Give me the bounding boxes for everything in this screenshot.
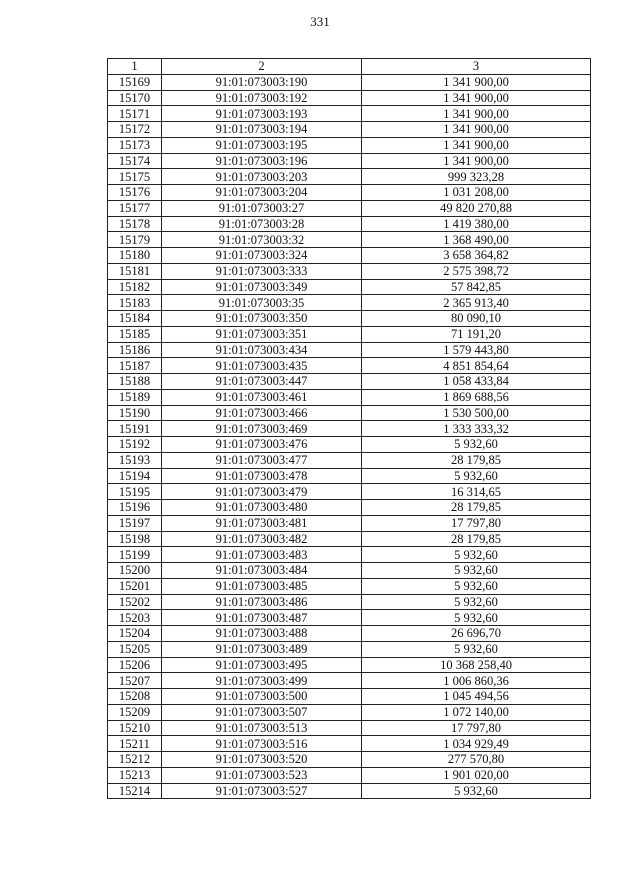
table-row xyxy=(108,358,591,374)
value-cell: 80 090,10 xyxy=(362,311,591,327)
value-cell: 28 179,85 xyxy=(362,531,591,547)
row-number-cell: 15200 xyxy=(108,563,162,579)
cadastral-number-cell: 91:01:073003:435 xyxy=(162,358,362,374)
cadastral-number-cell: 91:01:073003:500 xyxy=(162,689,362,705)
column-header-cadastral-number: 2 xyxy=(162,59,362,75)
table-row xyxy=(108,531,591,547)
row-number-cell: 15210 xyxy=(108,720,162,736)
cadastral-number-cell: 91:01:073003:495 xyxy=(162,657,362,673)
value-cell: 5 932,60 xyxy=(362,594,591,610)
cadastral-number-cell: 91:01:073003:484 xyxy=(162,563,362,579)
cadastral-number-cell: 91:01:073003:488 xyxy=(162,626,362,642)
cadastral-number-cell: 91:01:073003:194 xyxy=(162,122,362,138)
row-number-cell: 15204 xyxy=(108,626,162,642)
table-row xyxy=(108,437,591,453)
row-number-cell: 15169 xyxy=(108,74,162,90)
table-row xyxy=(108,374,591,390)
column-header-number: 1 xyxy=(108,59,162,75)
value-cell: 1 419 380,00 xyxy=(362,216,591,232)
table-row xyxy=(108,547,591,563)
value-cell: 1 341 900,00 xyxy=(362,106,591,122)
table-row xyxy=(108,673,591,689)
row-number-cell: 15189 xyxy=(108,389,162,405)
table-row xyxy=(108,468,591,484)
value-cell: 1 341 900,00 xyxy=(362,122,591,138)
row-number-cell: 15203 xyxy=(108,610,162,626)
cadastral-number-cell: 91:01:073003:192 xyxy=(162,90,362,106)
cadastral-number-cell: 91:01:073003:476 xyxy=(162,437,362,453)
value-cell: 4 851 854,64 xyxy=(362,358,591,374)
row-number-cell: 15187 xyxy=(108,358,162,374)
table-row xyxy=(108,153,591,169)
row-number-cell: 15182 xyxy=(108,279,162,295)
cadastral-number-cell: 91:01:073003:516 xyxy=(162,736,362,752)
table-row xyxy=(108,626,591,642)
value-cell: 26 696,70 xyxy=(362,626,591,642)
table-row xyxy=(108,263,591,279)
cadastral-number-cell: 91:01:073003:479 xyxy=(162,484,362,500)
value-cell: 1 869 688,56 xyxy=(362,389,591,405)
cadastral-number-cell: 91:01:073003:32 xyxy=(162,232,362,248)
cadastral-number-cell: 91:01:073003:203 xyxy=(162,169,362,185)
row-number-cell: 15199 xyxy=(108,547,162,563)
cadastral-number-cell: 91:01:073003:324 xyxy=(162,248,362,264)
row-number-cell: 15208 xyxy=(108,689,162,705)
table-row xyxy=(108,137,591,153)
table-header-row xyxy=(108,59,591,75)
cadastral-number-cell: 91:01:073003:499 xyxy=(162,673,362,689)
row-number-cell: 15172 xyxy=(108,122,162,138)
value-cell: 1 368 490,00 xyxy=(362,232,591,248)
table-row xyxy=(108,185,591,201)
cadastral-number-cell: 91:01:073003:28 xyxy=(162,216,362,232)
cadastral-number-cell: 91:01:073003:507 xyxy=(162,704,362,720)
cadastral-number-cell: 91:01:073003:204 xyxy=(162,185,362,201)
page-number: 331 xyxy=(310,14,330,29)
value-cell: 1 341 900,00 xyxy=(362,153,591,169)
cadastral-number-cell: 91:01:073003:487 xyxy=(162,610,362,626)
value-cell: 71 191,20 xyxy=(362,326,591,342)
cadastral-value-table xyxy=(107,58,591,799)
table-row xyxy=(108,200,591,216)
cadastral-number-cell: 91:01:073003:193 xyxy=(162,106,362,122)
table-row xyxy=(108,169,591,185)
cadastral-number-cell: 91:01:073003:434 xyxy=(162,342,362,358)
table-row xyxy=(108,295,591,311)
row-number-cell: 15170 xyxy=(108,90,162,106)
value-cell: 2 575 398,72 xyxy=(362,263,591,279)
table-row xyxy=(108,752,591,768)
value-cell: 1 034 929,49 xyxy=(362,736,591,752)
value-cell: 5 932,60 xyxy=(362,468,591,484)
cadastral-number-cell: 91:01:073003:195 xyxy=(162,137,362,153)
table-row xyxy=(108,216,591,232)
value-cell: 57 842,85 xyxy=(362,279,591,295)
row-number-cell: 15171 xyxy=(108,106,162,122)
cadastral-number-cell: 91:01:073003:523 xyxy=(162,767,362,783)
row-number-cell: 15185 xyxy=(108,326,162,342)
row-number-cell: 15176 xyxy=(108,185,162,201)
value-cell: 1 045 494,56 xyxy=(362,689,591,705)
cadastral-number-cell: 91:01:073003:196 xyxy=(162,153,362,169)
value-cell: 17 797,80 xyxy=(362,515,591,531)
table-row xyxy=(108,326,591,342)
value-cell: 1 901 020,00 xyxy=(362,767,591,783)
row-number-cell: 15209 xyxy=(108,704,162,720)
table-row xyxy=(108,90,591,106)
value-cell: 1 058 433,84 xyxy=(362,374,591,390)
table-row xyxy=(108,657,591,673)
cadastral-number-cell: 91:01:073003:351 xyxy=(162,326,362,342)
row-number-cell: 15177 xyxy=(108,200,162,216)
table-row xyxy=(108,484,591,500)
value-cell: 16 314,65 xyxy=(362,484,591,500)
row-number-cell: 15198 xyxy=(108,531,162,547)
table-row xyxy=(108,594,591,610)
cadastral-number-cell: 91:01:073003:349 xyxy=(162,279,362,295)
value-cell: 1 579 443,80 xyxy=(362,342,591,358)
value-cell: 5 932,60 xyxy=(362,783,591,799)
row-number-cell: 15179 xyxy=(108,232,162,248)
value-cell: 17 797,80 xyxy=(362,720,591,736)
value-cell: 5 932,60 xyxy=(362,547,591,563)
row-number-cell: 15188 xyxy=(108,374,162,390)
cadastral-number-cell: 91:01:073003:35 xyxy=(162,295,362,311)
cadastral-number-cell: 91:01:073003:447 xyxy=(162,374,362,390)
value-cell: 1 072 140,00 xyxy=(362,704,591,720)
table-row xyxy=(108,232,591,248)
value-cell: 28 179,85 xyxy=(362,500,591,516)
table-row xyxy=(108,248,591,264)
row-number-cell: 15206 xyxy=(108,657,162,673)
cadastral-number-cell: 91:01:073003:466 xyxy=(162,405,362,421)
value-cell: 999 323,28 xyxy=(362,169,591,185)
value-cell: 5 932,60 xyxy=(362,610,591,626)
table-row xyxy=(108,342,591,358)
row-number-cell: 15186 xyxy=(108,342,162,358)
table-row xyxy=(108,74,591,90)
value-cell: 1 530 500,00 xyxy=(362,405,591,421)
table-row xyxy=(108,736,591,752)
table-row xyxy=(108,452,591,468)
cadastral-number-cell: 91:01:073003:477 xyxy=(162,452,362,468)
value-cell: 1 006 860,36 xyxy=(362,673,591,689)
table-row xyxy=(108,767,591,783)
row-number-cell: 15175 xyxy=(108,169,162,185)
cadastral-number-cell: 91:01:073003:461 xyxy=(162,389,362,405)
value-cell: 1 341 900,00 xyxy=(362,137,591,153)
table-body xyxy=(108,74,591,799)
row-number-cell: 15195 xyxy=(108,484,162,500)
cadastral-number-cell: 91:01:073003:520 xyxy=(162,752,362,768)
row-number-cell: 15205 xyxy=(108,641,162,657)
row-number-cell: 15183 xyxy=(108,295,162,311)
cadastral-number-cell: 91:01:073003:478 xyxy=(162,468,362,484)
cadastral-number-cell: 91:01:073003:485 xyxy=(162,578,362,594)
value-cell: 2 365 913,40 xyxy=(362,295,591,311)
value-cell: 5 932,60 xyxy=(362,563,591,579)
cadastral-number-cell: 91:01:073003:483 xyxy=(162,547,362,563)
table-row xyxy=(108,610,591,626)
table-row xyxy=(108,689,591,705)
row-number-cell: 15181 xyxy=(108,263,162,279)
table-row xyxy=(108,405,591,421)
row-number-cell: 15194 xyxy=(108,468,162,484)
cadastral-number-cell: 91:01:073003:481 xyxy=(162,515,362,531)
row-number-cell: 15174 xyxy=(108,153,162,169)
row-number-cell: 15197 xyxy=(108,515,162,531)
value-cell: 1 333 333,32 xyxy=(362,421,591,437)
row-number-cell: 15180 xyxy=(108,248,162,264)
cadastral-number-cell: 91:01:073003:27 xyxy=(162,200,362,216)
row-number-cell: 15213 xyxy=(108,767,162,783)
table-row xyxy=(108,563,591,579)
row-number-cell: 15196 xyxy=(108,500,162,516)
row-number-cell: 15214 xyxy=(108,783,162,799)
cadastral-number-cell: 91:01:073003:469 xyxy=(162,421,362,437)
row-number-cell: 15190 xyxy=(108,405,162,421)
row-number-cell: 15193 xyxy=(108,452,162,468)
cadastral-number-cell: 91:01:073003:480 xyxy=(162,500,362,516)
value-cell: 5 932,60 xyxy=(362,578,591,594)
table-row xyxy=(108,515,591,531)
value-cell: 10 368 258,40 xyxy=(362,657,591,673)
cadastral-number-cell: 91:01:073003:333 xyxy=(162,263,362,279)
row-number-cell: 15191 xyxy=(108,421,162,437)
value-cell: 28 179,85 xyxy=(362,452,591,468)
cadastral-number-cell: 91:01:073003:527 xyxy=(162,783,362,799)
row-number-cell: 15184 xyxy=(108,311,162,327)
cadastral-number-cell: 91:01:073003:190 xyxy=(162,74,362,90)
value-cell: 1 031 208,00 xyxy=(362,185,591,201)
row-number-cell: 15201 xyxy=(108,578,162,594)
table-row xyxy=(108,279,591,295)
cadastral-number-cell: 91:01:073003:513 xyxy=(162,720,362,736)
cadastral-number-cell: 91:01:073003:350 xyxy=(162,311,362,327)
table-row xyxy=(108,122,591,138)
column-header-value: 3 xyxy=(362,59,591,75)
table-row xyxy=(108,720,591,736)
row-number-cell: 15173 xyxy=(108,137,162,153)
value-cell: 1 341 900,00 xyxy=(362,74,591,90)
value-cell: 277 570,80 xyxy=(362,752,591,768)
table-row xyxy=(108,783,591,799)
cadastral-number-cell: 91:01:073003:489 xyxy=(162,641,362,657)
table-row xyxy=(108,500,591,516)
table-row xyxy=(108,704,591,720)
cadastral-number-cell: 91:01:073003:482 xyxy=(162,531,362,547)
value-cell: 1 341 900,00 xyxy=(362,90,591,106)
value-cell: 5 932,60 xyxy=(362,641,591,657)
value-cell: 3 658 364,82 xyxy=(362,248,591,264)
row-number-cell: 15211 xyxy=(108,736,162,752)
table-row xyxy=(108,106,591,122)
table-row xyxy=(108,421,591,437)
row-number-cell: 15202 xyxy=(108,594,162,610)
value-cell: 49 820 270,88 xyxy=(362,200,591,216)
table-row xyxy=(108,311,591,327)
row-number-cell: 15212 xyxy=(108,752,162,768)
cadastral-number-cell: 91:01:073003:486 xyxy=(162,594,362,610)
row-number-cell: 15192 xyxy=(108,437,162,453)
table-row xyxy=(108,578,591,594)
row-number-cell: 15178 xyxy=(108,216,162,232)
row-number-cell: 15207 xyxy=(108,673,162,689)
table-row xyxy=(108,641,591,657)
value-cell: 5 932,60 xyxy=(362,437,591,453)
table-row xyxy=(108,389,591,405)
